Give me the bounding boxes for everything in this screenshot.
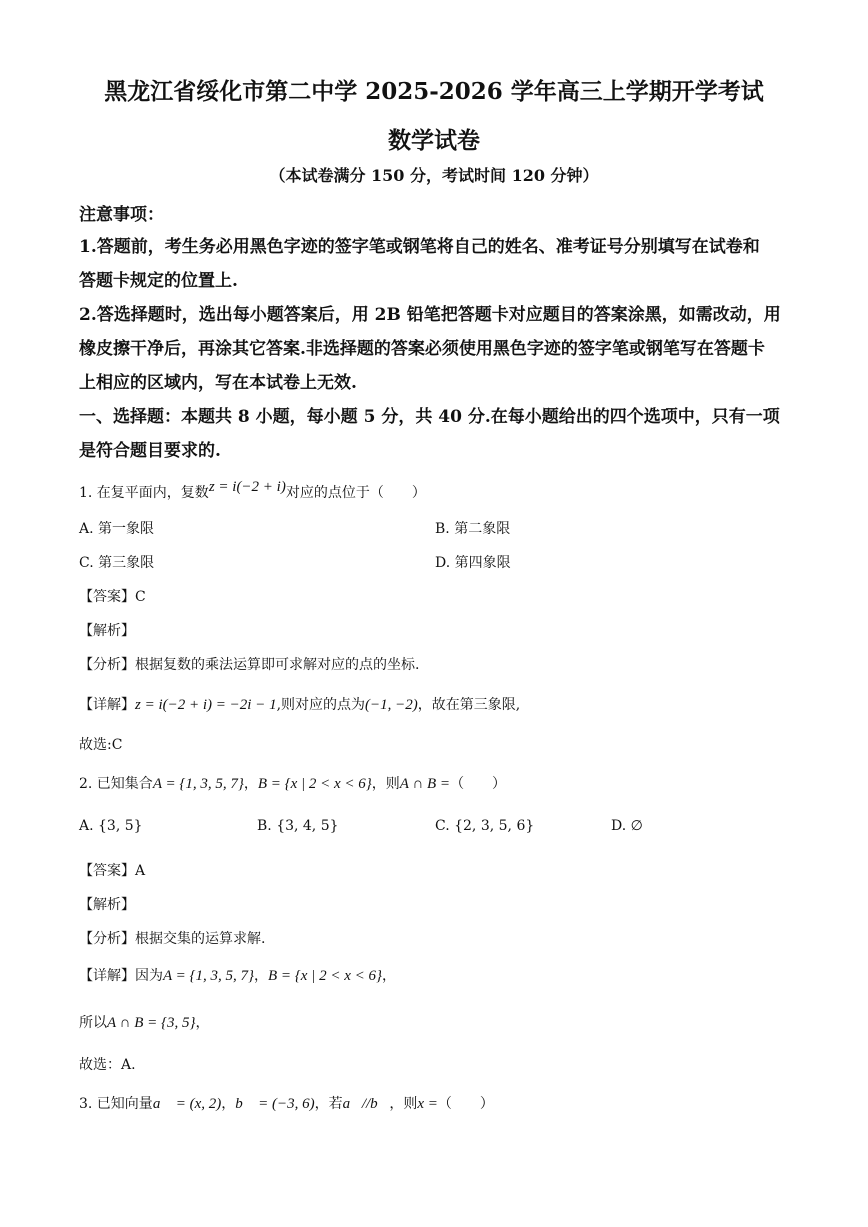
q3-vec-b: b⃗ = (−3, 6) bbox=[235, 1096, 315, 1112]
q3-vec-a: a⃗ = (x, 2) bbox=[152, 1096, 222, 1112]
q2-mid: ，则 bbox=[371, 776, 400, 792]
q2-detail-prefix: 【详解】因为 bbox=[79, 968, 163, 984]
q1-detail-mid: ,则对应的点为 bbox=[276, 697, 366, 713]
q1-suffix: 对应的点位于（ ） bbox=[285, 485, 426, 501]
q1-prefix: 1. 在复平面内，复数 bbox=[79, 485, 209, 501]
q1-answer: 【答案】C bbox=[79, 589, 146, 605]
question-2-stem bbox=[79, 773, 506, 793]
q2-set-a: A = {1, 3, 5, 7} bbox=[152, 776, 244, 792]
q2-so-formula: A ∩ B = {3, 5} bbox=[107, 1015, 196, 1031]
q2-suffix: （ ） bbox=[450, 776, 507, 792]
exam-title: 黑龙江省绥化市第二中学 2025-2026 学年高三上学期开学考试 bbox=[104, 78, 764, 105]
note-2-line-1: 2.答选择题时，选出每小题答案后，用 2B 铅笔把答题卡对应题目的答案涂黑，如需改动，用 bbox=[79, 305, 781, 325]
q2-conclusion: 故选：A. bbox=[79, 1057, 136, 1073]
q2-option-a: A. {3, 5} bbox=[79, 818, 143, 834]
q2-detail-set-a: A = {1, 3, 5, 7} bbox=[163, 968, 255, 984]
q3-parallel: a⃗//b⃗ bbox=[342, 1096, 390, 1112]
q2-so-end: ， bbox=[195, 1015, 210, 1031]
q2-option-d: D. ∅ bbox=[611, 818, 643, 834]
note-2-line-3: 上相应的区域内，写在本试卷上无效. bbox=[79, 373, 357, 393]
q1-formula: z = i(−2 + i) bbox=[208, 479, 286, 495]
q1-detail bbox=[79, 694, 520, 714]
q2-detail bbox=[79, 965, 396, 985]
q2-analysis: 【分析】根据交集的运算求解. bbox=[79, 931, 266, 947]
q2-answer: 【答案】A bbox=[79, 863, 146, 879]
q1-detail-formula: z = i(−2 + i) = −2i − 1 bbox=[135, 697, 277, 713]
q2-option-c: C. {2, 3, 5, 6} bbox=[435, 818, 535, 834]
q2-analysis-label: 【解析】 bbox=[79, 897, 135, 913]
q3-mid2: ，则 bbox=[389, 1096, 418, 1112]
q1-conclusion: 故选:C bbox=[79, 737, 123, 753]
note-2-line-2: 橡皮擦干净后，再涂其它答案.非选择题的答案必须使用黑色字迹的签字笔或钢笔写在答题卡 bbox=[79, 339, 765, 359]
q2-so-prefix: 所以 bbox=[79, 1015, 107, 1031]
q3-expr: x = bbox=[417, 1096, 438, 1112]
q1-option-c: C. 第三象限 bbox=[79, 555, 155, 571]
q1-detail-prefix: 【详解】 bbox=[79, 697, 135, 713]
q2-detail-set-b: B = {x | 2 < x < 6} bbox=[268, 968, 382, 984]
q2-so-line bbox=[79, 1012, 210, 1032]
exam-subject: 数学试卷 bbox=[388, 127, 480, 154]
q2-set-b: B = {x | 2 < x < 6} bbox=[257, 776, 372, 792]
q1-analysis-label: 【解析】 bbox=[79, 623, 135, 639]
q2-comma: ， bbox=[243, 776, 258, 792]
q1-detail-point: (−1, −2) bbox=[365, 697, 418, 713]
section-1-heading-line-2: 是符合题目要求的. bbox=[79, 441, 221, 461]
q1-option-a: A. 第一象限 bbox=[79, 521, 155, 537]
q3-mid: ，若 bbox=[314, 1096, 343, 1112]
q1-option-b: B. 第二象限 bbox=[435, 521, 511, 537]
section-1-heading-line-1: 一、选择题：本题共 8 小题，每小题 5 分，共 40 分.在每小题给出的四个选项中，只有一项 bbox=[79, 407, 780, 427]
q3-suffix: （ ） bbox=[437, 1096, 494, 1112]
q2-expr: A ∩ B = bbox=[399, 776, 451, 792]
q2-detail-end: ， bbox=[381, 968, 396, 984]
exam-meta: （本试卷满分 150 分，考试时间 120 分钟） bbox=[269, 166, 599, 185]
notes-heading: 注意事项： bbox=[79, 205, 164, 225]
q2-prefix: 2. 已知集合 bbox=[79, 776, 153, 792]
question-1-stem bbox=[79, 479, 426, 502]
q1-analysis: 【分析】根据复数的乘法运算即可求解对应的点的坐标. bbox=[79, 657, 420, 673]
note-1-line-2: 答题卡规定的位置上. bbox=[79, 271, 238, 291]
q1-option-d: D. 第四象限 bbox=[435, 555, 511, 571]
question-3-stem bbox=[79, 1093, 494, 1113]
q2-detail-comma: ， bbox=[254, 968, 269, 984]
q3-prefix: 3. 已知向量 bbox=[79, 1096, 153, 1112]
note-1-line-1: 1.答题前，考生务必用黑色字迹的签字笔或钢笔将自己的姓名、准考证号分别填写在试卷和 bbox=[79, 237, 760, 257]
q2-option-b: B. {3, 4, 5} bbox=[257, 818, 339, 834]
q3-comma: ， bbox=[221, 1096, 236, 1112]
q1-detail-suffix: ，故在第三象限, bbox=[417, 697, 521, 713]
